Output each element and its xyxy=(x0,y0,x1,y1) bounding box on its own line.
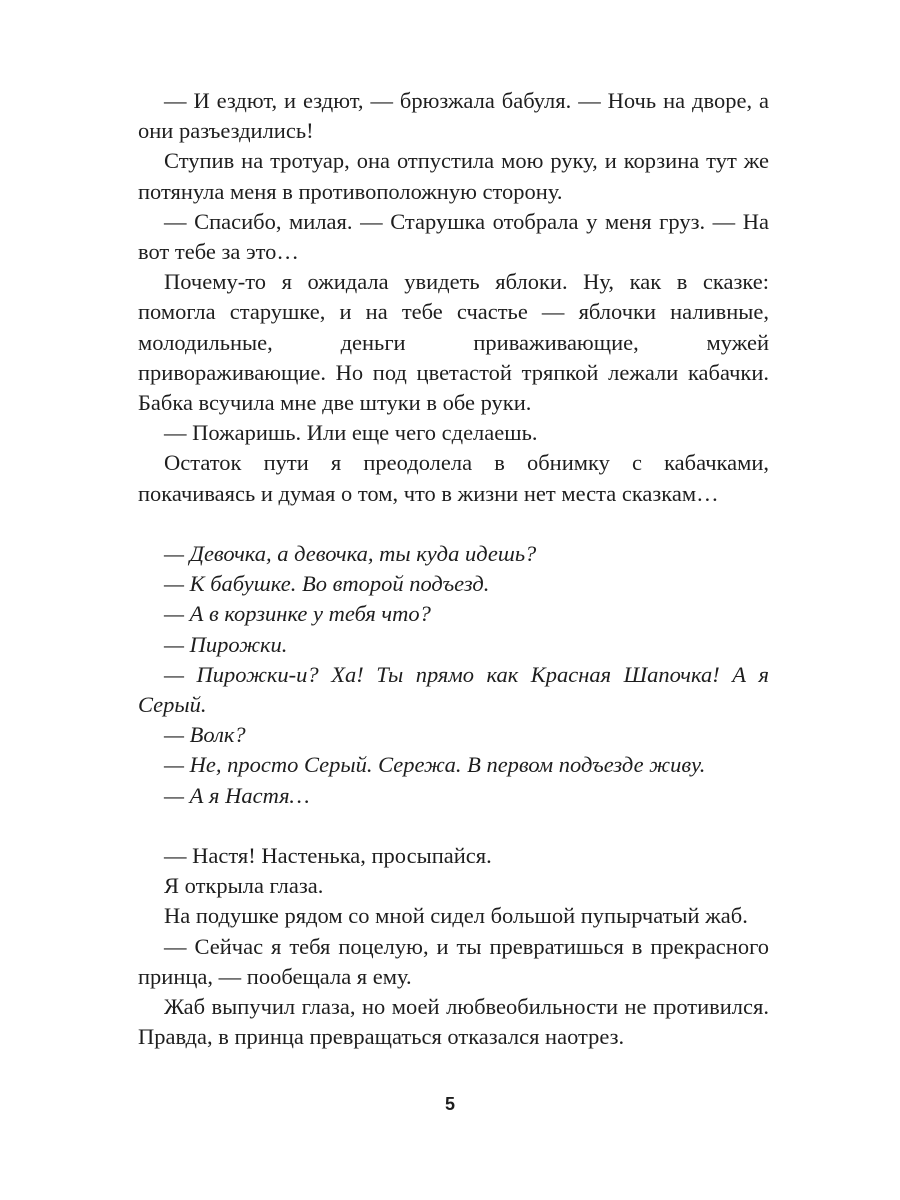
paragraph: — Пожаришь. Или еще чего сделаешь. xyxy=(164,420,538,446)
paragraph: На подушке рядом со мной сидел большой пупырчатый жаб. xyxy=(164,903,748,929)
section-break xyxy=(138,509,769,539)
section-break xyxy=(138,811,769,841)
paragraph: — Спасибо, милая. — Старушка отобрала у меня груз. — На вот тебе за это… xyxy=(138,208,769,265)
dream-dialogue-line: — Пирожки. xyxy=(164,631,288,657)
page-number: 5 xyxy=(444,1094,455,1114)
paragraph: Ступив на тротуар, она отпустила мою руку, и корзина тут же потянула меня в противоположную сторону. xyxy=(138,148,769,204)
paragraph: Остаток пути я преодолела в обнимку с кабачками, покачиваясь и думая о том, что в жизни нет места сказкам… xyxy=(138,450,769,506)
paragraph: — Настя! Настенька, просыпайся. xyxy=(164,843,492,869)
dream-dialogue-line: — Пирожки-и? Ха! Ты прямо как Красная Шапочка! А я Серый. xyxy=(138,661,769,718)
paragraph: Жаб выпучил глаза, но моей любвеобильности не противился. Правда, в принца превращаться отказался наотрез. xyxy=(138,994,769,1050)
paragraph: Почему-то я ожидала увидеть яблоки. Ну, как в сказке: помогла старушке, и на тебе счастье — яблочки наливные, молодильные, деньги приваживающие, мужей привораживающие. Но под цветастой тряпкой лежали кабачки. Бабка всучила мне две штуки в обе руки. xyxy=(138,269,769,416)
paragraph: — И ездют, и ездют, — брюзжала бабуля. — Ночь на дворе, а они разъездились! xyxy=(138,88,769,144)
paragraph: Я открыла глаза. xyxy=(164,873,324,899)
dream-dialogue-line: — А я Настя… xyxy=(164,782,310,808)
dream-dialogue-line: — Девочка, а девочка, ты куда идешь? xyxy=(164,541,537,567)
dream-dialogue-line: — К бабушке. Во второй подъезд. xyxy=(164,571,490,597)
dream-dialogue-line: — А в корзинке у тебя что? xyxy=(164,601,431,627)
paragraph: — Сейчас я тебя поцелую, и ты превратишься в прекрасного принца, — пообещала я ему. xyxy=(138,933,769,989)
body-text xyxy=(138,86,769,1052)
dream-dialogue-line: — Не, просто Серый. Сережа. В первом подъезде живу. xyxy=(164,752,706,778)
dream-dialogue-line: — Волк? xyxy=(164,722,246,748)
